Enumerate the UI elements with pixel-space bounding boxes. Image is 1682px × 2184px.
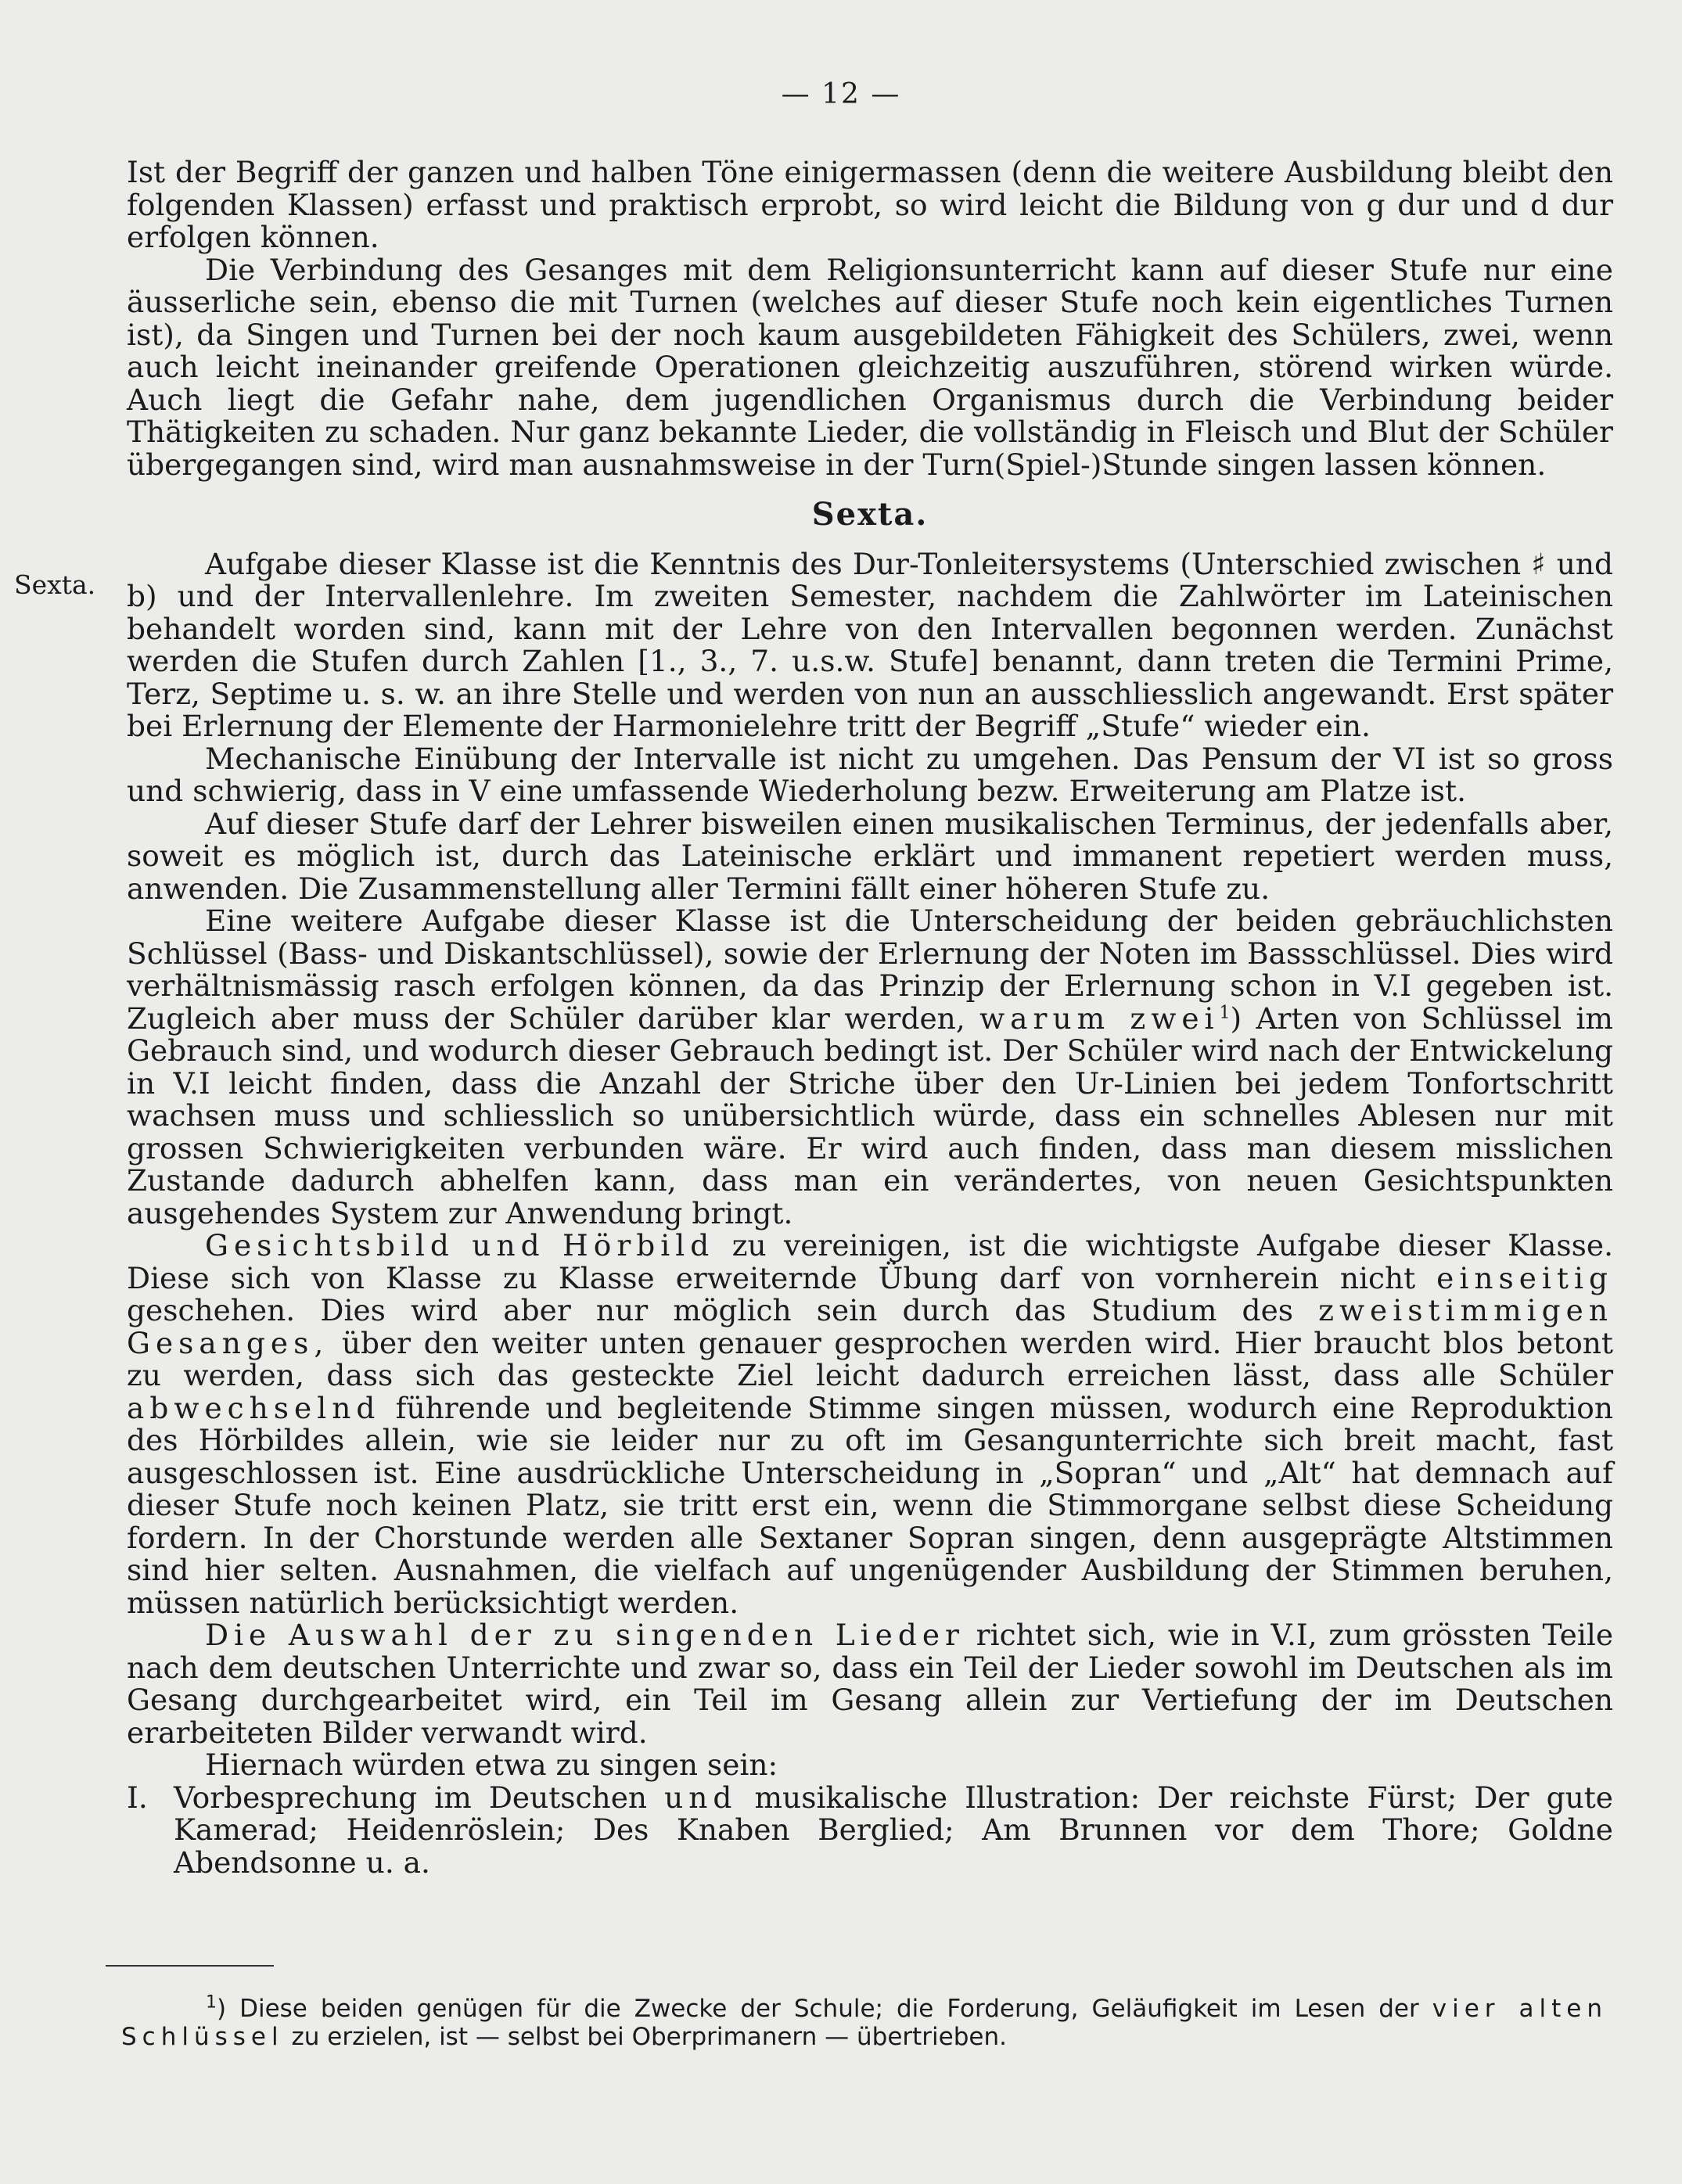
- spaced-text: Gesichtsbild: [205, 1228, 455, 1263]
- paragraph: [127, 1619, 1613, 1749]
- text-run: ) Arten von Schlüssel im Gebrauch sind, und wodurch dieser Gebrauch bedingt ist. Der Schüler wird nach der Entwickelung in V.I leicht finden, dass die Anzahl der Striche über den Ur-Linien bei jedem Tonfortschritt wachsen muss und schliesslich so unübersichtlich würde, dass ein schnelles Ablesen nur mit grossen Schwierigkeiten verbunden wäre. Er wird auch finden, dass man diesem misslichen Zustande dadurch abhelfen kann, dass man ein verändertes, von neuen Gesichtspunkten ausgehendes System zur Anwendung bringt.: [127, 1000, 1613, 1230]
- spaced-text: Hörbild: [562, 1228, 715, 1263]
- main-text: [127, 156, 1613, 1879]
- text-run: richtet sich, wie in V.I, zum grössten Teile nach dem deutschen Unterrichte und zwar so, dass ein Teil der Lieder sowohl im Deutschen als im Gesang durchgearbeitet wird, ein Teil im Gesang allein zur Vertiefung der im Deutschen erarbeiteten Bilder verwandt wird.: [127, 1618, 1614, 1750]
- text-run: zu erzielen, ist — selbst bei Oberprimanern — übertrieben.: [291, 2023, 1007, 2051]
- text-run: über den weiter unten genauer gesprochen werden wird. Hier braucht blos betont zu werden, dass sich das gesteckte Ziel leicht dadurch erreichen lässt, dass alle Schüler: [127, 1325, 1614, 1392]
- spaced-text: einseitig: [1436, 1260, 1613, 1295]
- text-run: zu vereinigen, ist die wichtigste Aufgabe dieser Klasse. Diese sich von Klasse zu Klasse erweiternde Übung darf von vornherein nicht: [127, 1228, 1614, 1295]
- paragraph: Die Verbindung des Gesanges mit dem Religionsunterricht kann auf dieser Stufe nur eine äusserliche sein, ebenso die mit Turnen (welches auf dieser Stufe noch kein eigentliches Turnen ist), da Singen und Turnen bei der noch kaum ausgebildeten Fähigkeit des Schülers, zwei, wenn auch leicht ineinander greifende Operationen gleichzeitig auszuführen, störend wirken würde. Auch liegt die Gefahr nahe, dem jugendlichen Organismus durch die Verbindung beider Thätigkeiten zu schaden. Nur ganz bekannte Lieder, die vollständig in Fleisch und Blut der Schüler übergegangen sind, wird man ausnahmsweise in der Turn(Spiel-)Stunde singen lassen können.: [127, 252, 1613, 482]
- footnote-marker: 1: [206, 1992, 217, 2013]
- spaced-text: Die Auswahl der zu singenden Lieder: [205, 1618, 965, 1652]
- paragraph: Ist der Begriff der ganzen und halben Töne einigermassen (denn die weitere Ausbildung bleibt den folgenden Klassen) erfasst und praktisch erprobt, so wird leicht die Bildung von g dur und d dur erfolgen können.: [127, 155, 1613, 254]
- paragraph: Mechanische Einübung der Intervalle ist nicht zu umgehen. Das Pensum der VI ist so gross und schwierig, dass in V eine umfassende Wiederholung bezw. Erweiterung am Platze ist.: [127, 741, 1613, 808]
- paragraph: [127, 1230, 1613, 1619]
- paragraph: [127, 905, 1613, 1230]
- spaced-text: und: [664, 1780, 738, 1815]
- footnote-marker: 1: [1219, 1003, 1231, 1022]
- text-run: ) Diese beiden genügen für die Zwecke der Schule; die Forderung, Geläufigkeit im Lesen der: [217, 1995, 1419, 2023]
- text-run: musikalische Illustration: Der reichste Fürst; Der gute Kamerad; Heidenröslein; Des Knaben Berglied; Am Brunnen vor dem Thore; Goldne Abendsonne u. a.: [174, 1780, 1614, 1880]
- text-run: Vorbesprechung im Deutschen: [174, 1780, 648, 1815]
- footnote-text: [121, 1992, 1608, 2051]
- footnote: [121, 1992, 1608, 2051]
- footnote-divider: [106, 1965, 274, 1967]
- spaced-text: vier alten Schlüssel: [121, 1995, 1608, 2051]
- list-item: [127, 1782, 1613, 1880]
- paragraph: Auf dieser Stufe darf der Lehrer bisweilen einen musikalischen Terminus, der jedenfalls aber, soweit es möglich ist, durch das Lateinische erklärt und immanent repetiert werden muss, anwenden. Die Zusammenstellung aller Termini fällt einer höheren Stufe zu.: [127, 806, 1613, 906]
- spaced-text: warum zwei: [979, 1000, 1220, 1036]
- text-run: geschehen. Dies wird aber nur möglich sein durch das Studium des: [127, 1293, 1294, 1327]
- section-heading: Sexta.: [811, 496, 929, 533]
- paragraph: Aufgabe dieser Klasse ist die Kenntnis des Dur-Tonleitersystems (Unterschied zwischen ♯ und b) und der Intervallenlehre. Im zweiten Semester, nachdem die Zahlwörter im Lateinischen behandelt worden sind, kann mit der Lehre von den Intervallen begonnen werden. Zunächst werden die Stufen durch Zahlen [1., 3., 7. u.s.w. Stufe] benannt, dann treten die Termini Prime, Terz, Septime u. s. w. an ihre Stelle und werden von nun an ausschliesslich angewandt. Erst später bei Erlernung der Elemente der Harmonielehre tritt der Begriff „Stufe“ wieder ein.: [127, 546, 1613, 743]
- margin-note: Sexta.: [14, 569, 96, 600]
- list-item-text: [174, 1782, 1613, 1880]
- spaced-text: zweistimmigen Gesanges,: [127, 1293, 1614, 1360]
- spaced-text: abwechselnd: [127, 1390, 381, 1425]
- text-run: führende und begleitende Stimme singen müssen, wodurch eine Reproduktion des Hörbildes allein, wie sie leider nur zu oft im Gesangunterrichte sich breit macht, fast ausgeschlossen ist. Eine ausdrückliche Unterscheidung in „Sopran“ und „Alt“ hat demnach auf dieser Stufe noch keinen Platz, sie tritt erst ein, wenn die Stimmorgane selbst diese Scheidung fordern. In der Chorstunde werden alle Sextaner Sopran singen, denn ausgeprägte Altstimmen sind hier selten. Ausnahmen, die vielfach auf ungenügender Ausbildung der Stimmen beruhen, müssen natürlich berücksichtigt werden.: [127, 1390, 1613, 1620]
- text-run: Eine weitere Aufgabe dieser Klasse ist die Unterscheidung der beiden gebräuchlichsten Schlüssel (Bass- und Diskantschlüssel), sowie der Erlernung der Noten im Bassschlüssel. Dies wird verhältnismässig rasch erfolgen können, da das Prinzip der Erlernung schon in V.I gegeben ist. Zugleich aber muss der Schüler darüber klar werden,: [127, 903, 1613, 1036]
- list-item-number: I.: [127, 1780, 148, 1815]
- paragraph: Hiernach würden etwa zu singen sein:: [205, 1748, 778, 1782]
- page-number: — 12 —: [781, 78, 901, 110]
- spaced-text: und: [472, 1228, 545, 1263]
